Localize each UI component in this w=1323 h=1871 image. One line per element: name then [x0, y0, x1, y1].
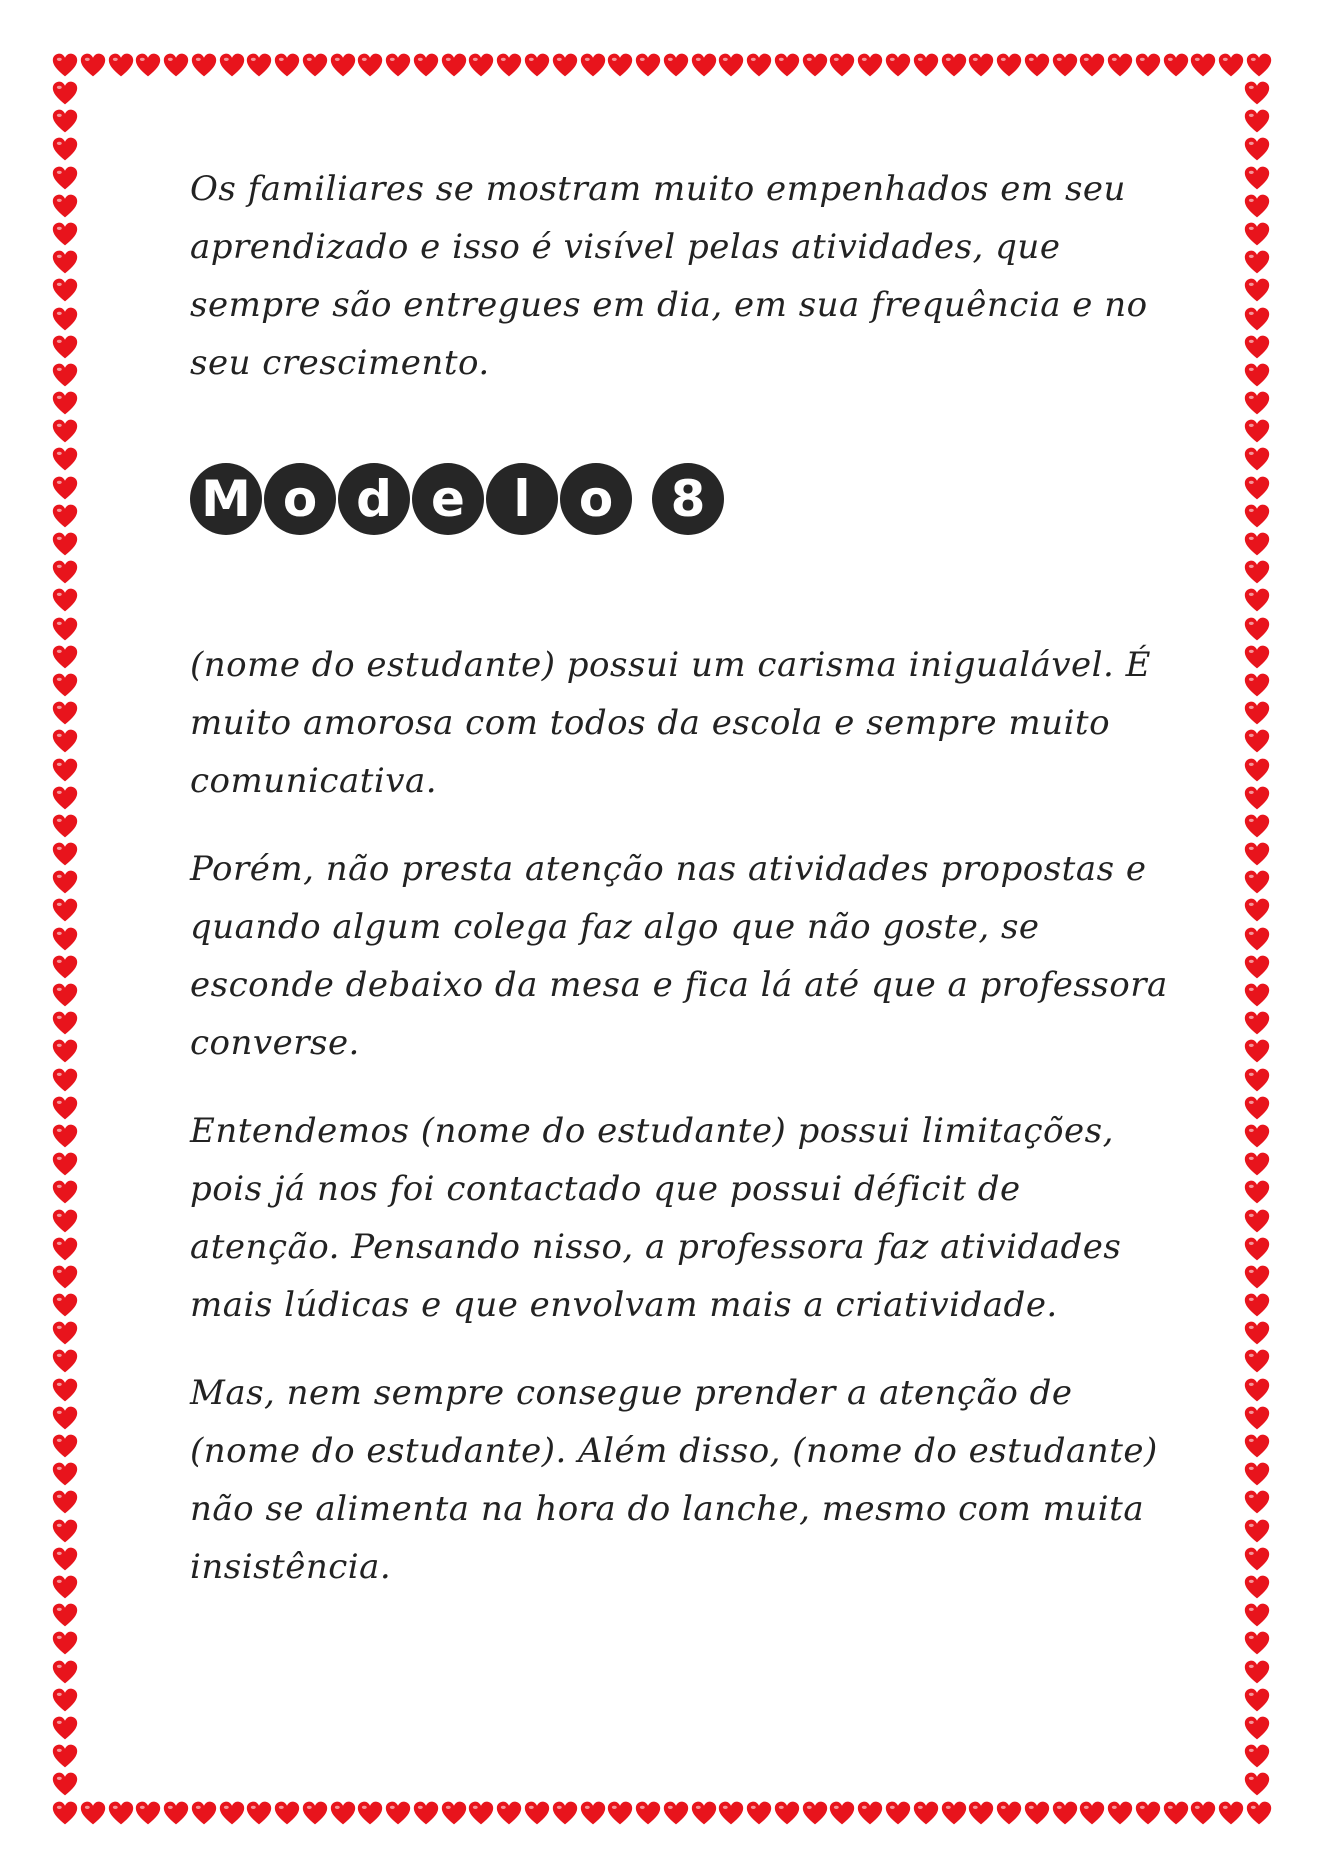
body-paragraph: Mas, nem sempre consegue prender a atenção de (nome do estudante). Além disso, (nome do estudante) não se alimenta na hora do lanche, mesmo com muita insistência. [190, 1373, 1158, 1587]
heart-icon [1244, 813, 1270, 839]
document-content [190, 160, 1170, 1626]
heart-icon [968, 1800, 994, 1826]
heart-icon [1244, 1292, 1270, 1318]
heart-icon [1244, 1546, 1270, 1572]
heart-icon [1244, 221, 1270, 247]
heart-icon [1024, 52, 1050, 78]
heart-icon [52, 728, 78, 754]
heart-icon [1244, 644, 1270, 670]
heart-icon [274, 1800, 300, 1826]
heart-icon [1244, 1010, 1270, 1036]
heart-icon [1244, 1715, 1270, 1741]
heart-icon [52, 1348, 78, 1374]
heart-icon [302, 1800, 328, 1826]
heart-icon [746, 52, 772, 78]
heart-icon [1163, 1800, 1189, 1826]
heart-icon [52, 1546, 78, 1572]
heart-icon [1244, 1518, 1270, 1544]
heart-icon [1244, 1236, 1270, 1262]
heart-icon [52, 644, 78, 670]
heart-icon [52, 1800, 78, 1826]
heart-icon [1244, 897, 1270, 923]
heart-icon [52, 1123, 78, 1149]
heart-icon [219, 52, 245, 78]
heart-icon [663, 1800, 689, 1826]
heart-icon [1163, 52, 1189, 78]
heart-icon [857, 1800, 883, 1826]
heart-icon [191, 1800, 217, 1826]
heart-icon [52, 1179, 78, 1205]
body-paragraph: (nome do estudante) possui um carisma inigualável. É muito amorosa com todos da escola e sempre muito comunicativa. [190, 645, 1151, 801]
heart-icon [52, 80, 78, 106]
heart-icon [941, 1800, 967, 1826]
heart-icon [1244, 869, 1270, 895]
heart-icon [1244, 475, 1270, 501]
heart-icon [135, 52, 161, 78]
heart-icon [52, 1659, 78, 1685]
heart-icon [774, 52, 800, 78]
heart-icon [52, 418, 78, 444]
heart-icon [468, 52, 494, 78]
heart-icon [718, 1800, 744, 1826]
heart-icon [246, 52, 272, 78]
heart-icon [1244, 1602, 1270, 1628]
heart-icon [1190, 52, 1216, 78]
heart-icon [1190, 1800, 1216, 1826]
heart-icon [385, 52, 411, 78]
heart-icon [219, 1800, 245, 1826]
heart-icon [1244, 446, 1270, 472]
heart-icon [1244, 1771, 1270, 1797]
heart-icon [52, 1687, 78, 1713]
heart-icon [52, 1067, 78, 1093]
heart-icon [52, 531, 78, 557]
heart-icon [52, 897, 78, 923]
heart-icon [52, 616, 78, 642]
heart-icon [857, 52, 883, 78]
heart-icon [52, 193, 78, 219]
heart-icon [52, 672, 78, 698]
heart-icon [1244, 1377, 1270, 1403]
heart-icon [1244, 1067, 1270, 1093]
title-letter: l [486, 463, 558, 535]
heart-icon [468, 1800, 494, 1826]
heart-icon [1244, 1348, 1270, 1374]
heart-icon [1244, 982, 1270, 1008]
heart-icon [52, 136, 78, 162]
heart-icon [1244, 616, 1270, 642]
heart-icon [885, 52, 911, 78]
heart-icon [52, 390, 78, 416]
heart-icon [52, 926, 78, 952]
heart-icon [829, 52, 855, 78]
heart-icon [52, 559, 78, 585]
heart-icon [52, 1264, 78, 1290]
heart-icon [1244, 1123, 1270, 1149]
heart-icon [746, 1800, 772, 1826]
heart-icon [1244, 1574, 1270, 1600]
heart-icon [52, 306, 78, 332]
heart-border-right [1244, 80, 1272, 1798]
heart-icon [1244, 1095, 1270, 1121]
heart-icon [1107, 1800, 1133, 1826]
heart-icon [1244, 80, 1270, 106]
heart-icon [607, 52, 633, 78]
heart-icon [1244, 1687, 1270, 1713]
heart-icon [913, 52, 939, 78]
body-paragraph: Porém, não presta atenção nas atividades propostas e quando algum colega faz algo que não goste, se esconde debaixo da mesa e fica lá até que a professora converse. [190, 849, 1168, 1063]
heart-icon [1244, 165, 1270, 191]
heart-icon [246, 1800, 272, 1826]
heart-icon [1052, 1800, 1078, 1826]
heart-icon [1244, 1320, 1270, 1346]
heart-icon [52, 1630, 78, 1656]
heart-icon [1244, 1179, 1270, 1205]
heart-icon [1244, 108, 1270, 134]
heart-icon [1244, 587, 1270, 613]
heart-icon [1244, 1461, 1270, 1487]
heart-icon [52, 249, 78, 275]
heart-icon [52, 362, 78, 388]
heart-icon [1052, 52, 1078, 78]
heart-icon [52, 700, 78, 726]
heart-icon [774, 1800, 800, 1826]
heart-icon [330, 1800, 356, 1826]
heart-icon [607, 1800, 633, 1826]
heart-icon [1244, 785, 1270, 811]
body-paragraph: Entendemos (nome do estudante) possui limitações, pois já nos foi contactado que possui déficit de atenção. Pensando nisso, a professora faz atividades mais lúdicas e que envolvam mais a criatividade. [190, 1111, 1122, 1325]
heart-icon [802, 1800, 828, 1826]
heart-icon [1107, 52, 1133, 78]
heart-icon [274, 52, 300, 78]
heart-icon [552, 1800, 578, 1826]
heart-icon [52, 1771, 78, 1797]
heart-icon [302, 52, 328, 78]
heart-icon [913, 1800, 939, 1826]
heart-icon [52, 503, 78, 529]
heart-icon [385, 1800, 411, 1826]
heart-icon [52, 1574, 78, 1600]
heart-icon [941, 52, 967, 78]
heart-icon [52, 1010, 78, 1036]
heart-icon [441, 52, 467, 78]
heart-icon [1244, 1264, 1270, 1290]
heart-icon [80, 1800, 106, 1826]
heart-icon [52, 1461, 78, 1487]
heart-icon [968, 52, 994, 78]
heart-icon [1246, 52, 1272, 78]
title-number: 8 [652, 463, 724, 535]
heart-icon [1244, 249, 1270, 275]
heart-icon [52, 165, 78, 191]
heart-icon [52, 1518, 78, 1544]
heart-icon [1244, 306, 1270, 332]
heart-icon [330, 52, 356, 78]
heart-icon [163, 1800, 189, 1826]
heart-icon [1244, 954, 1270, 980]
heart-icon [52, 1236, 78, 1262]
heart-border-top [52, 52, 1272, 80]
heart-icon [413, 52, 439, 78]
heart-icon [1244, 1405, 1270, 1431]
model-title [190, 462, 1170, 536]
heart-icon [135, 1800, 161, 1826]
intro-paragraph: Os familiares se mostram muito empenhados em seu aprendizado e isso é visível pelas atividades, que sempre são entregues em dia, em sua frequência e no seu crescimento. [190, 169, 1148, 383]
heart-icon [357, 52, 383, 78]
heart-icon [1024, 1800, 1050, 1826]
heart-icon [1135, 52, 1161, 78]
heart-icon [691, 1800, 717, 1826]
heart-border-bottom [52, 1800, 1272, 1828]
heart-icon [1244, 1659, 1270, 1685]
heart-icon [580, 1800, 606, 1826]
heart-icon [52, 587, 78, 613]
heart-icon [663, 52, 689, 78]
heart-icon [1244, 362, 1270, 388]
heart-icon [1218, 1800, 1244, 1826]
heart-icon [802, 52, 828, 78]
heart-icon [1244, 503, 1270, 529]
heart-icon [52, 277, 78, 303]
heart-icon [413, 1800, 439, 1826]
heart-icon [52, 446, 78, 472]
heart-icon [52, 757, 78, 783]
title-letter: d [338, 463, 410, 535]
title-letter: o [560, 463, 632, 535]
heart-icon [1244, 757, 1270, 783]
heart-icon [191, 52, 217, 78]
heart-icon [52, 334, 78, 360]
heart-icon [524, 52, 550, 78]
heart-icon [1244, 1743, 1270, 1769]
heart-icon [1244, 1151, 1270, 1177]
heart-border-left [52, 80, 80, 1798]
heart-icon [691, 52, 717, 78]
heart-icon [1244, 390, 1270, 416]
heart-icon [996, 1800, 1022, 1826]
heart-icon [718, 52, 744, 78]
title-letter: o [264, 463, 336, 535]
heart-icon [52, 1151, 78, 1177]
heart-icon [1218, 52, 1244, 78]
heart-icon [357, 1800, 383, 1826]
heart-icon [441, 1800, 467, 1826]
heart-icon [52, 108, 78, 134]
heart-icon [1244, 1038, 1270, 1064]
heart-icon [52, 954, 78, 980]
heart-icon [1244, 277, 1270, 303]
heart-icon [1244, 418, 1270, 444]
heart-icon [52, 1377, 78, 1403]
heart-icon [52, 1715, 78, 1741]
heart-icon [1244, 1489, 1270, 1515]
heart-icon [108, 52, 134, 78]
title-letter: M [190, 463, 262, 535]
heart-icon [52, 221, 78, 247]
heart-icon [1244, 1630, 1270, 1656]
heart-icon [885, 1800, 911, 1826]
heart-icon [552, 52, 578, 78]
heart-icon [52, 1489, 78, 1515]
heart-icon [1135, 1800, 1161, 1826]
heart-icon [80, 52, 106, 78]
heart-icon [635, 1800, 661, 1826]
heart-icon [52, 1743, 78, 1769]
heart-icon [1244, 334, 1270, 360]
heart-icon [52, 785, 78, 811]
heart-icon [108, 1800, 134, 1826]
title-letter: e [412, 463, 484, 535]
heart-icon [1244, 136, 1270, 162]
heart-icon [1079, 1800, 1105, 1826]
heart-icon [524, 1800, 550, 1826]
heart-icon [52, 1602, 78, 1628]
heart-icon [52, 869, 78, 895]
heart-icon [580, 52, 606, 78]
heart-icon [52, 1433, 78, 1459]
heart-icon [1244, 926, 1270, 952]
heart-icon [1244, 700, 1270, 726]
heart-icon [496, 1800, 522, 1826]
heart-icon [52, 813, 78, 839]
heart-icon [52, 1208, 78, 1234]
heart-icon [52, 1320, 78, 1346]
heart-icon [1244, 728, 1270, 754]
heart-icon [1246, 1800, 1272, 1826]
heart-icon [1244, 559, 1270, 585]
heart-icon [52, 841, 78, 867]
heart-icon [1244, 1433, 1270, 1459]
heart-icon [1244, 193, 1270, 219]
heart-icon [996, 52, 1022, 78]
heart-icon [1244, 672, 1270, 698]
heart-icon [52, 982, 78, 1008]
heart-icon [1079, 52, 1105, 78]
heart-icon [163, 52, 189, 78]
heart-icon [52, 1405, 78, 1431]
heart-icon [1244, 841, 1270, 867]
heart-icon [496, 52, 522, 78]
heart-icon [52, 1038, 78, 1064]
heart-icon [52, 1292, 78, 1318]
heart-icon [1244, 1208, 1270, 1234]
heart-icon [829, 1800, 855, 1826]
heart-icon [1244, 531, 1270, 557]
heart-icon [635, 52, 661, 78]
heart-icon [52, 475, 78, 501]
heart-icon [52, 1095, 78, 1121]
heart-icon [52, 52, 78, 78]
